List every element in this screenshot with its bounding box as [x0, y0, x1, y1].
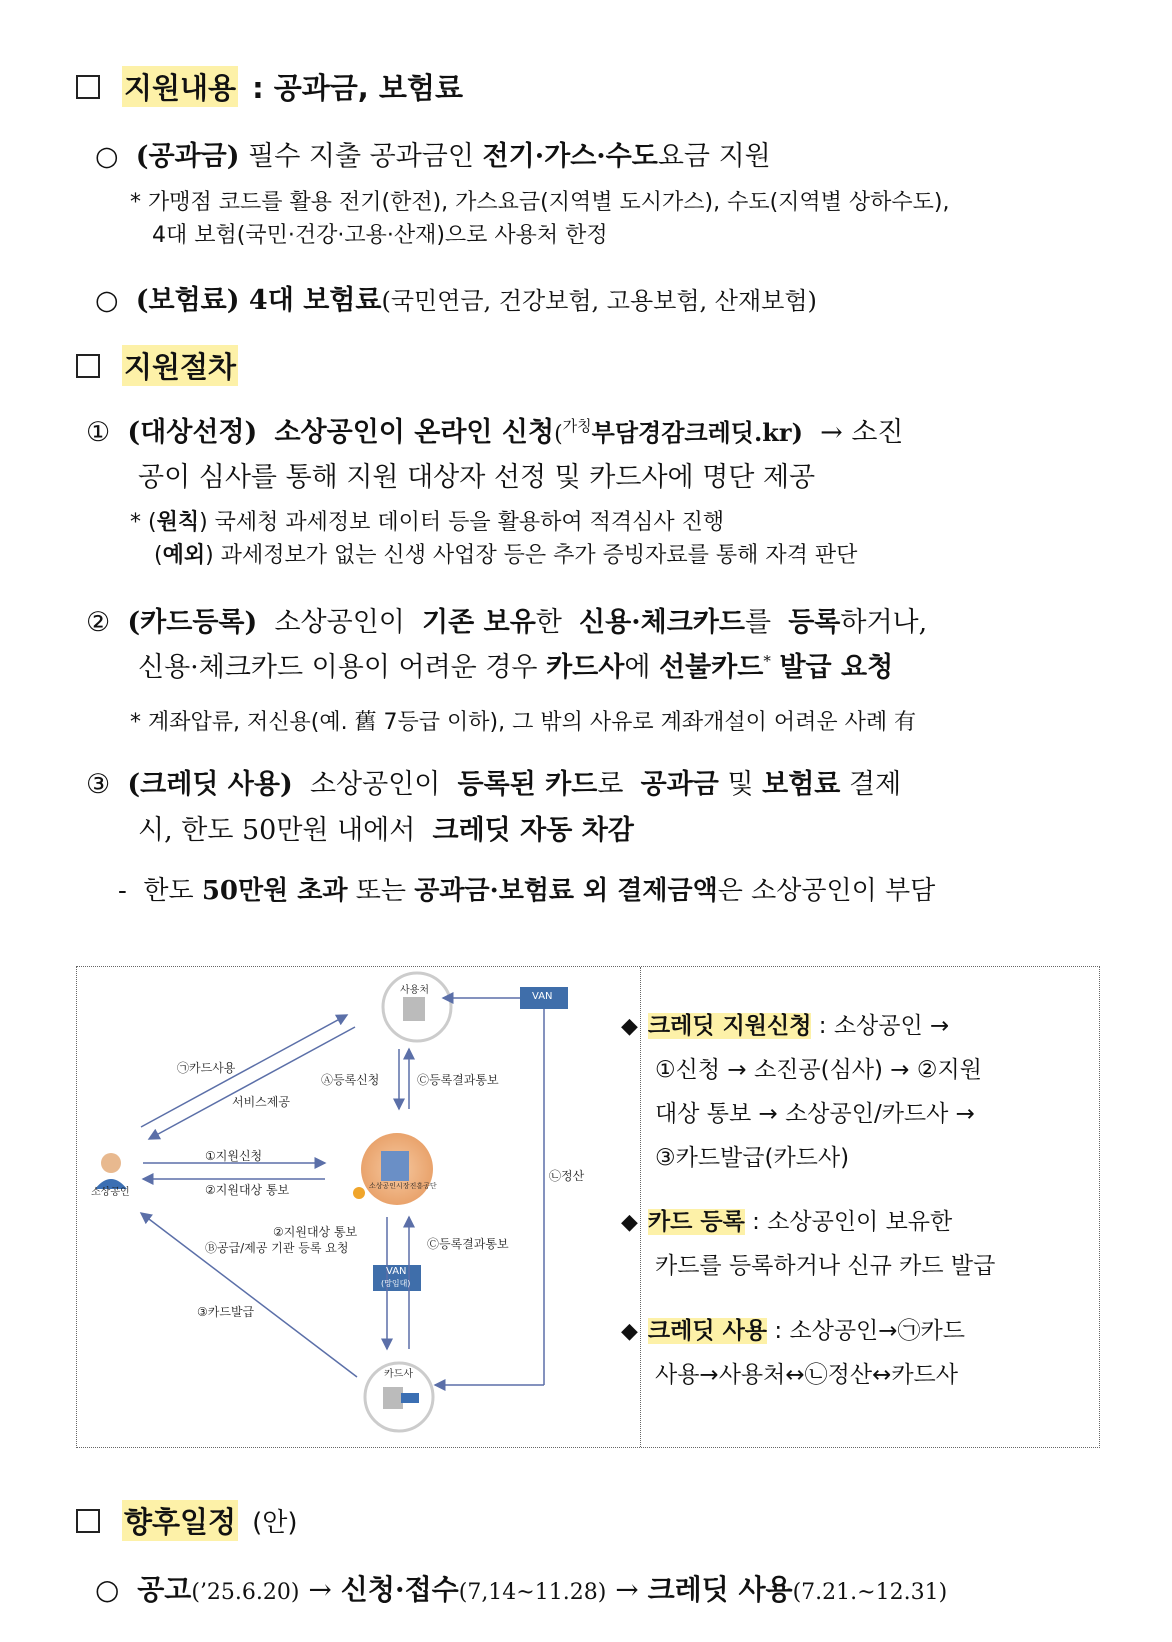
- van-mid-sub-label: (망임대): [381, 1279, 411, 1288]
- step-text: 하거나,: [840, 607, 928, 638]
- note-text: ) 과세정보가 없는 신생 사업장 등은 추가 증빙자료를 통해 자격 판단: [205, 543, 858, 568]
- step-label: (카드등록): [127, 607, 258, 638]
- step-text: 소상공인이: [274, 607, 405, 638]
- building-icon: [403, 997, 425, 1021]
- schedule-date: (’25.6.20): [191, 1580, 300, 1605]
- item-tail: 요금 지원: [657, 141, 771, 172]
- settle-label: ㉡정산: [549, 1169, 585, 1183]
- step3-line1: [86, 762, 901, 801]
- section-title: 지원절차: [122, 345, 238, 386]
- step-bold: 등록: [788, 607, 841, 638]
- block-title: 크레딧 지원신청: [647, 1013, 812, 1039]
- note-principle: [130, 505, 724, 536]
- note-card: * 계좌압류, 저신용(예. 舊 7등급 이하), 그 밖의 사유로 계좌개설이 어려운 사례 有: [130, 710, 917, 735]
- diamond-bullet-icon: ◆: [621, 1210, 638, 1235]
- notify-label: ②지원대상 통보: [205, 1183, 290, 1197]
- schedule-date: (7.21.~12.31): [792, 1580, 948, 1605]
- card-icon: [401, 1393, 419, 1403]
- service-label: 서비스제공: [232, 1095, 290, 1109]
- right-block3-title: [621, 1312, 965, 1345]
- diamond-bullet-icon: ◆: [621, 1014, 638, 1039]
- right-block2-line2: 카드를 등록하거나 신규 카드 발급: [655, 1253, 996, 1279]
- item-bold: 전기·가스·수도: [482, 141, 658, 172]
- card-building-icon: [383, 1387, 403, 1409]
- step-label: (크레딧 사용): [127, 769, 293, 800]
- step-bold: 소상공인이 온라인 신청: [274, 417, 555, 448]
- step-number: ②: [86, 607, 111, 638]
- card-issue-label: ③카드발급: [197, 1305, 255, 1319]
- register-request-label: Ⓐ등록신청: [321, 1073, 380, 1087]
- dash-text: 한도: [143, 876, 194, 906]
- step-text: 및: [727, 769, 754, 800]
- step-arrow-text: → 소진: [820, 417, 904, 448]
- step-bold: 선불카드: [659, 652, 764, 683]
- step-label: (대상선정): [127, 417, 258, 448]
- section-title: 향후일정: [122, 1500, 238, 1541]
- step-bold: 카드사: [546, 652, 625, 683]
- insurance-item: [95, 278, 817, 317]
- step3-line2: [138, 808, 634, 847]
- card-use-label: ㉠카드사용: [177, 1061, 236, 1075]
- section-title: 지원내용: [122, 66, 238, 107]
- note-bold: 예외: [162, 543, 206, 568]
- supply-request-label: Ⓑ공급/제공 기관 등록 요청: [205, 1241, 349, 1255]
- circle-bullet: ○: [95, 141, 119, 172]
- step1-line2: 공이 심사를 통해 지원 대상자 선정 및 카드사에 명단 제공: [138, 462, 816, 493]
- schedule-step: 신청·접수: [340, 1573, 459, 1606]
- schedule-step: 크레딧 사용: [647, 1573, 793, 1606]
- register-result-label: Ⓒ등록결과통보: [417, 1073, 499, 1087]
- section-heading-procedure: [76, 345, 238, 386]
- agency-label: 소상공인시장진흥공단: [369, 1182, 437, 1190]
- step-text: 로: [597, 769, 624, 800]
- superscript: 가칭: [562, 417, 592, 435]
- schedule-date: (7,14~11.28): [458, 1580, 607, 1605]
- diamond-bullet-icon: ◆: [621, 1319, 638, 1344]
- dash-mark: -: [118, 876, 127, 906]
- item-text: 필수 지출 공과금인: [248, 141, 474, 172]
- circle-bullet: ○: [95, 285, 119, 316]
- note-line: 4대 보험(국민·건강·고용·산재)으로 사용처 한정: [152, 223, 608, 248]
- step-bold: 공과금: [640, 769, 719, 800]
- schedule-item: [95, 1568, 947, 1608]
- block-text: : 소상공인→㉠카드: [774, 1318, 965, 1344]
- flow-diagram: [76, 966, 1100, 1448]
- schedule-step: 공고: [137, 1573, 192, 1606]
- right-block1-line3: 대상 통보 → 소상공인/카드사 →: [655, 1101, 975, 1127]
- block-text: : 소상공인이 보유한: [752, 1209, 953, 1235]
- register-result2-label: Ⓒ등록결과통보: [427, 1237, 509, 1251]
- owner-label: 소상공인: [91, 1187, 130, 1198]
- checkbox-square-icon: [76, 75, 100, 99]
- step-text: 를: [744, 607, 772, 638]
- block-title: 크레딧 사용: [647, 1318, 768, 1344]
- step-text: 신용·체크카드 이용이 어려운 경우: [138, 652, 538, 683]
- section-heading-support-content: [76, 66, 463, 107]
- item-tail: (국민연금, 건강보험, 고용보험, 산재보험): [381, 287, 817, 315]
- right-block2-title: [621, 1203, 952, 1236]
- dash-bold: 공과금·보험료 외 결제금액: [414, 876, 718, 906]
- step2-line1: [86, 600, 927, 639]
- block-title: 카드 등록: [647, 1209, 745, 1235]
- agency-logo-icon: [353, 1187, 365, 1199]
- person-head-icon: [101, 1153, 121, 1173]
- note-line: * 가맹점 코드를 활용 전기(한전), 가스요금(지역별 도시가스), 수도(지역별 상하수도),: [130, 190, 950, 215]
- right-block1-line4: ③카드발급(카드사): [655, 1145, 850, 1171]
- item-label: (보험료) 4대 보험료: [135, 285, 382, 316]
- section-subtitle: : 공과금, 보험료: [252, 71, 463, 105]
- right-block1-title: [621, 1007, 949, 1040]
- dash-text: 은 소상공인이 부담: [717, 876, 936, 906]
- note-text: ) 국세청 과세정보 데이터 등을 활용하여 적격심사 진행: [199, 510, 725, 535]
- item-label: (공과금): [135, 141, 240, 172]
- note-exception: [154, 538, 857, 569]
- office-building-icon: [381, 1151, 409, 1181]
- place-label: 사용처: [400, 985, 429, 996]
- arrow-text: →: [308, 1573, 332, 1606]
- step2-line2: [138, 645, 893, 684]
- diagram-arrows: [77, 967, 640, 1447]
- section-subtitle: (안): [252, 1508, 298, 1538]
- note-prefix: * (: [130, 510, 157, 535]
- step-bold: 등록된 카드: [457, 769, 598, 800]
- apply-label: ①지원신청: [205, 1149, 263, 1163]
- step-bold: 기존 보유: [422, 607, 536, 638]
- arrow-text: →: [615, 1573, 639, 1606]
- paren: (: [554, 422, 563, 447]
- cardco-label: 카드사: [384, 1369, 413, 1380]
- superscript: *: [763, 652, 771, 670]
- step-bold: 신용·체크카드: [579, 607, 745, 638]
- dash-note: [118, 870, 935, 907]
- note-bold: 원칙: [156, 510, 200, 535]
- right-block1-line2: ①신청 → 소진공(심사) → ②지원: [655, 1057, 982, 1083]
- section-heading-schedule: [76, 1500, 297, 1541]
- step1-line1: [86, 410, 903, 449]
- utility-item: [95, 134, 771, 173]
- right-block3-line2: 사용→사용처↔㉡정산↔카드사: [655, 1362, 958, 1388]
- step-text: 한: [535, 607, 562, 638]
- step-bold: 보험료: [762, 769, 841, 800]
- dash-bold: 50만원 초과: [201, 876, 348, 906]
- site-name: 부담경감크레딧.kr): [591, 418, 803, 447]
- step-text: 소상공인이: [309, 769, 441, 800]
- block-text: : 소상공인 →: [818, 1013, 950, 1039]
- note-prefix: (: [154, 543, 163, 568]
- van-top-label: VAN: [532, 991, 553, 1002]
- van-mid-label: VAN: [386, 1266, 407, 1277]
- dash-text: 또는: [355, 876, 407, 906]
- step-number: ①: [86, 417, 111, 448]
- circle-bullet: ○: [95, 1573, 120, 1606]
- step-number: ③: [86, 769, 111, 800]
- step-text: 시, 한도 50만원 내에서: [138, 815, 416, 846]
- step-text: 결제: [848, 769, 902, 800]
- step-bold: 크레딧 자동 차감: [432, 815, 634, 846]
- checkbox-square-icon: [76, 1509, 100, 1533]
- step-text: 에: [624, 652, 651, 683]
- notify2-label: ②지원대상 통보: [273, 1225, 358, 1239]
- step-bold: 발급 요청: [779, 652, 894, 683]
- checkbox-square-icon: [76, 354, 100, 378]
